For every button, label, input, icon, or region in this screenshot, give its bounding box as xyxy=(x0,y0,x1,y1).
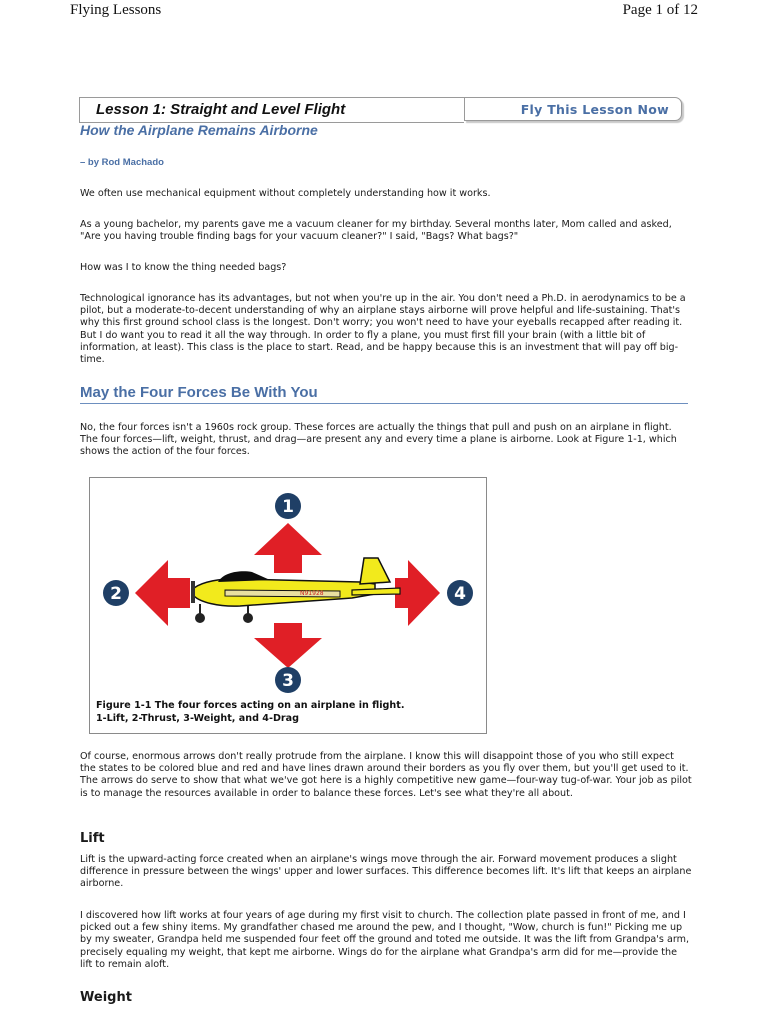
lift-arrow xyxy=(254,523,322,573)
lesson-subtitle: How the Airplane Remains Airborne xyxy=(80,122,318,138)
svg-text:4: 4 xyxy=(454,584,466,604)
thrust-arrow xyxy=(135,560,190,626)
document-title: Flying Lessons xyxy=(70,2,162,18)
page-number: Page 1 of 12 xyxy=(622,2,698,18)
svg-text:1: 1 xyxy=(282,497,294,517)
heading-lift: Lift xyxy=(80,831,105,846)
forces-paragraph-2: Of course, enormous arrows don't really protrude from the airplane. I know this will disappoint those of you who still expect the states to be colored blue and red and have lines drawn around their borders as you fly over them, but you'll get used to it. The arrows do serve to show that what we've got here is a highly competitive new game—four-way tug-of-war. Your job as pilot is to manage the resources available in order to balance these forces. Let's see what they're all about. xyxy=(80,751,692,799)
lesson-title-box xyxy=(79,97,464,123)
figure-caption-line-1: Figure 1-1 The four forces acting on an airplane in flight. xyxy=(96,700,405,711)
intro-paragraph-3: How was I to know the thing needed bags? xyxy=(80,262,287,273)
svg-text:2: 2 xyxy=(110,584,122,604)
lesson-bar xyxy=(79,97,685,123)
lift-paragraph-1: Lift is the upward-acting force created when an airplane's wings move through the air. Forward movement produces a slight difference in pressure between the wings' upper and lower surfaces. This difference becomes lift. It's lift that keeps an airplane airborne. xyxy=(80,854,692,890)
heading-weight: Weight xyxy=(80,990,132,1005)
weight-arrow xyxy=(254,623,322,668)
forces-paragraph-1: No, the four forces isn't a 1960s rock group. These forces are actually the things that pull and push on an airplane in flight. The four forces—lift, weight, thrust, and drag—are present any and every time a plane is airborne. Look at Figure 1-1, which shows the action of the four forces. xyxy=(80,422,677,458)
tail-number: N91928 xyxy=(300,590,324,597)
figure-four-forces xyxy=(89,477,487,734)
intro-paragraph-2: As a young bachelor, my parents gave me a vacuum cleaner for my birthday. Several months later, Mom called and asked, "Are you having trouble finding bags for your vacuum cleaner?" I said, "Bags? What bags?" xyxy=(80,219,672,243)
fly-this-lesson-button[interactable]: Fly This Lesson Now xyxy=(464,97,682,121)
lesson-title: Lesson 1: Straight and Level Flight xyxy=(96,101,346,118)
svg-text:3: 3 xyxy=(282,671,294,691)
badge-weight xyxy=(275,667,301,693)
four-forces-illustration xyxy=(90,478,486,733)
badge-drag xyxy=(447,580,473,606)
figure-caption xyxy=(96,700,476,725)
figure-caption-line-2: 1-Lift, 2-Thrust, 3-Weight, and 4-Drag xyxy=(96,712,299,724)
intro-paragraph-4: Technological ignorance has its advantages, but not when you're up in the air. You don't need a Ph.D. in aerodynamics to be a pilot, but a moderate-to-decent understanding of why an airplane stays airborne will prove helpful and life-sustaining. That's why this first ground school class is the longest. Don't worry; you won't need to have your eyeballs recapped after reading it. But I do want you to read it all the way through. In order to fly a plane, you must first fill your brain (with a little bit of information, at least). This class is the place to start. Read, and be happy because this is an investment that will pay off big-time. xyxy=(80,293,686,366)
intro-paragraph-1: We often use mechanical equipment without completely understanding how it works. xyxy=(80,188,491,199)
drag-arrow xyxy=(395,560,440,626)
badge-lift xyxy=(275,493,301,519)
lift-paragraph-2: I discovered how lift works at four years of age during my first visit to church. The collection plate passed in front of me, and I picked out a few shiny items. My grandfather chased me around the pew, and I thought, "Wow, church is fun!" Picking me up by my sweater, Grandpa held me suspended four feet off the ground and toted me outside. It was the lift from Grandpa's arm, precisely equaling my weight, that kept me airborne. Wings do for the airplane what Grandpa's arm did for me—provide the lift to remain aloft. xyxy=(80,910,690,970)
badge-thrust xyxy=(103,580,129,606)
section-heading-four-forces: May the Four Forces Be With You xyxy=(80,384,688,404)
author-byline: – by Rod Machado xyxy=(80,157,164,168)
